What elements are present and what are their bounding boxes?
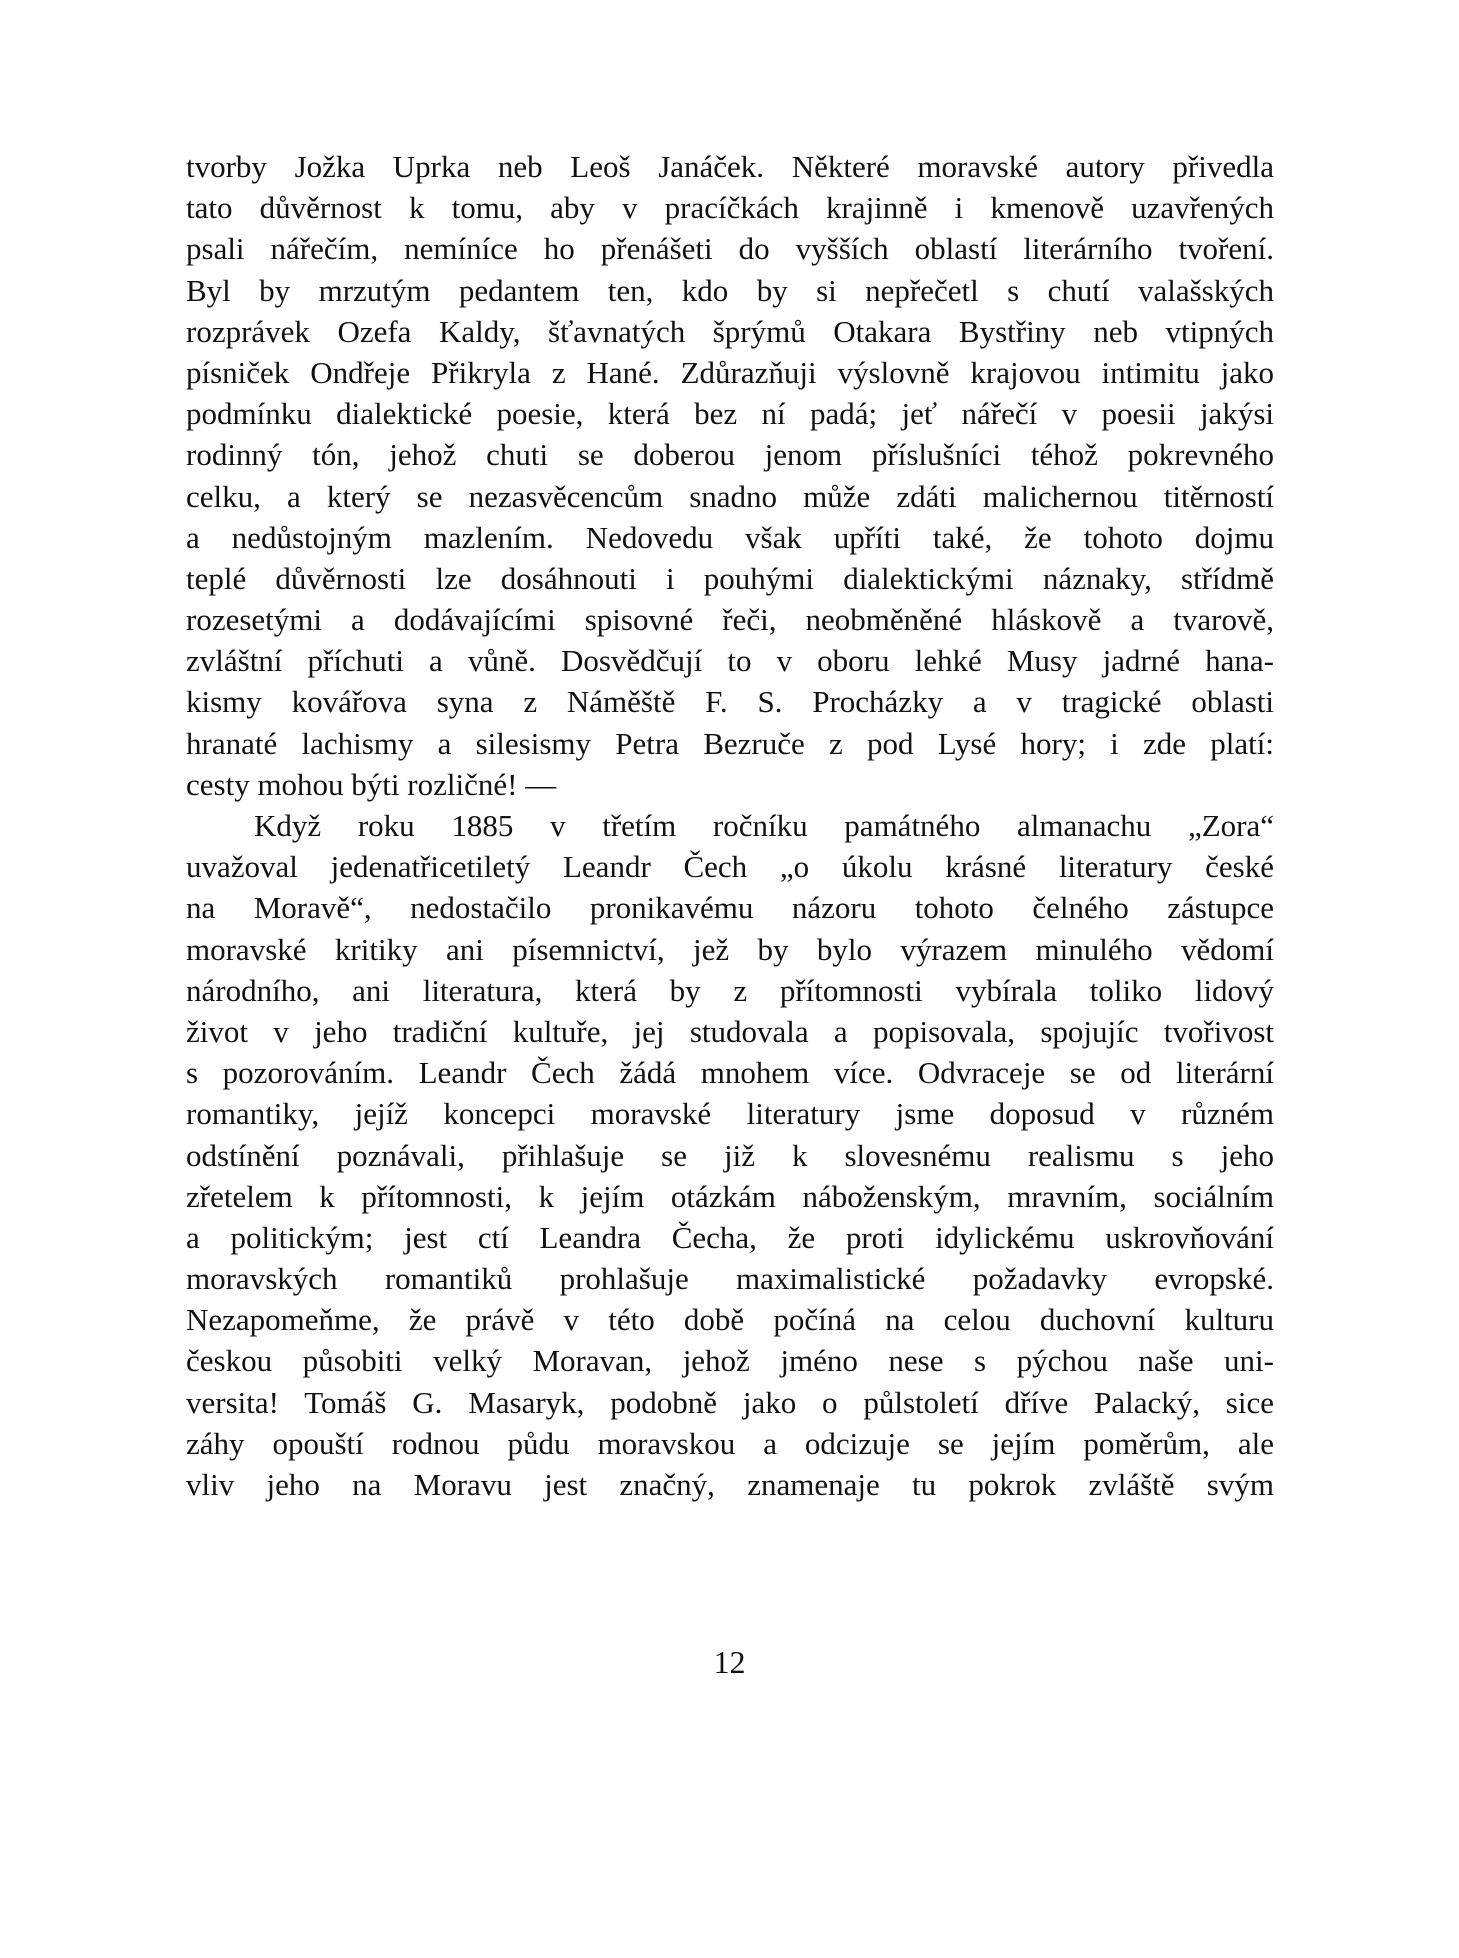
- text-line: a politickým; jest ctí Leandra Čecha, že proti idylickému uskrovňování: [186, 1219, 1274, 1255]
- text-line: písniček Ondřeje Přikryla z Hané. Zdůrazňuji výslovně krajovou intimitu jako: [186, 354, 1274, 390]
- text-line: teplé důvěrnosti lze dosáhnouti i pouhými dialektickými náznaky, střídmě: [186, 560, 1274, 596]
- text-line: rozprávek Ozefa Kaldy, šťavnatých šprýmů Otakara Bystřiny neb vtipných: [186, 313, 1274, 349]
- text-line: psali nářečím, nemíníce ho přenášeti do vyšších oblastí literárního tvoření.: [186, 231, 1274, 267]
- text-line: Když roku 1885 v třetím ročníku památného almanachu „Zora“: [254, 808, 1274, 843]
- page-number: 12: [713, 1644, 746, 1680]
- text-line: kismy kovářova syna z Náměště F. S. Procházky a v tragické oblasti: [186, 684, 1274, 720]
- text-line: život v jeho tradiční kultuře, jej studovala a popisovala, spojujíc tvořivost: [186, 1013, 1274, 1049]
- text-line: Byl by mrzutým pedantem ten, kdo by si nepřečetl s chutí valašských: [186, 272, 1274, 308]
- text-line: zřetelem k přítomnosti, k jejím otázkám náboženským, mravním, sociálním: [186, 1178, 1274, 1214]
- text-line: vliv jeho na Moravu jest značný, znamenaje tu pokrok zvláště svým: [186, 1467, 1274, 1502]
- text-line: Nezapomeňme, že právě v této době počíná na celou duchovní kulturu: [186, 1302, 1274, 1338]
- text-line: moravských romantiků prohlašuje maximalistické požadavky evropské.: [186, 1261, 1274, 1297]
- paragraph-2: [186, 805, 1274, 1505]
- text-line: s pozorováním. Leandr Čech žádá mnohem více. Odvraceje se od literární: [186, 1055, 1274, 1091]
- text-line: záhy opouští rodnou půdu moravskou a odcizuje se jejím poměrům, ale: [186, 1425, 1274, 1461]
- text-line: versita! Tomáš G. Masaryk, podobně jako o půlstoletí dříve Palacký, sice: [186, 1384, 1274, 1420]
- body-text: [186, 146, 1274, 1505]
- text-line: českou působiti velký Moravan, jehož jméno nese s pýchou naše uni-: [186, 1343, 1274, 1379]
- text-line: rodinný tón, jehož chuti se doberou jenom příslušníci téhož pokrevného: [186, 437, 1274, 473]
- text-line: rozesetými a dodávajícími spisovné řeči, neobměněné hláskově a tvarově,: [186, 602, 1274, 638]
- text-line: romantiky, jejíž koncepci moravské literatury jsme doposud v různém: [186, 1096, 1274, 1132]
- paragraph-1: [186, 146, 1274, 805]
- text-line: moravské kritiky ani písemnictví, jež by bylo výrazem minulého vědomí: [186, 931, 1274, 967]
- text-line: a nedůstojným mazlením. Nedovedu však upříti také, že tohoto dojmu: [186, 519, 1274, 555]
- text-line: národního, ani literatura, která by z přítomnosti vybírala toliko lidový: [186, 972, 1274, 1008]
- text-line: na Moravě“, nedostačilo pronikavému názoru tohoto čelného zástupce: [186, 890, 1274, 926]
- text-line: tvorby Jožka Uprka neb Leoš Janáček. Některé moravské autory přivedla: [186, 149, 1274, 184]
- text-line: hranaté lachismy a silesismy Petra Bezruče z pod Lysé hory; i zde platí:: [186, 725, 1274, 761]
- text-line: podmínku dialektické poesie, která bez ní padá; jeť nářečí v poesii jakýsi: [186, 396, 1274, 432]
- text-line: celku, a který se nezasvěcencům snadno může zdáti malichernou titěrností: [186, 478, 1274, 514]
- text-line: odstínění poznávali, přihlašuje se již k slovesnému realismu s jeho: [186, 1137, 1274, 1173]
- text-line: tato důvěrnost k tomu, aby v pracíčkách krajinně i kmenově uzavřených: [186, 190, 1274, 226]
- text-line: uvažoval jedenatřicetiletý Leandr Čech „o úkolu krásné literatury české: [186, 849, 1274, 885]
- text-line: zvláštní příchuti a vůně. Dosvědčují to v oboru lehké Musy jadrné hana-: [186, 643, 1274, 679]
- text-line: cesty mohou býti rozličné! —: [186, 766, 557, 802]
